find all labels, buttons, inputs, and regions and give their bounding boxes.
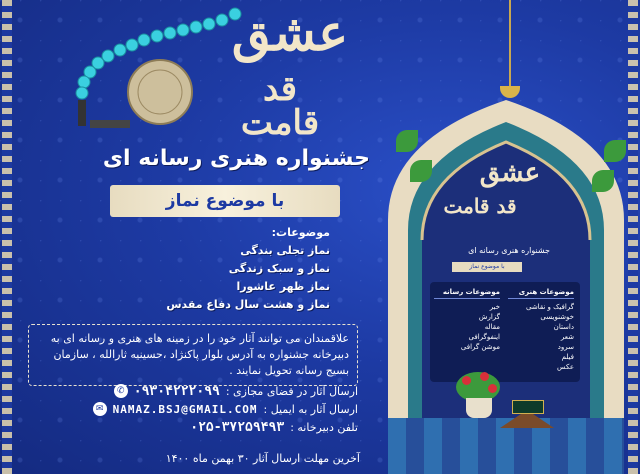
vine-leaf xyxy=(410,160,432,182)
media-topic: مقاله xyxy=(484,323,500,331)
mini-title-ishq: عشق xyxy=(479,158,541,188)
vine-leaf xyxy=(604,140,626,162)
art-topic: گرافیک و نقاشی xyxy=(525,303,574,311)
mihrab-arch xyxy=(388,80,624,474)
festival-title-ishq: عشق xyxy=(231,3,349,62)
phone-label: تلفن دبیرخانه : xyxy=(290,420,358,434)
rose-icon xyxy=(462,376,471,385)
topic-item: نماز ظهر عاشورا xyxy=(236,280,330,293)
flower-pot-icon xyxy=(466,398,492,418)
topics-list xyxy=(130,242,330,314)
lamp-chain xyxy=(509,0,511,90)
vine-leaf xyxy=(396,130,418,152)
rose-icon xyxy=(488,384,497,393)
media-topics-heading: موضوعات رسانه xyxy=(434,288,500,299)
email-icon: ✉ xyxy=(93,402,107,416)
art-topics-heading: موضوعات هنری xyxy=(508,288,574,299)
right-ornament-border xyxy=(628,0,638,474)
rose-icon xyxy=(480,372,489,381)
mini-title-qad-qamat: قد قامت xyxy=(443,194,517,218)
email-label: ارسال آثار به ایمیل : xyxy=(263,402,358,416)
media-topic: موشن گرافی xyxy=(460,343,500,351)
mini-theme: با موضوع نماز xyxy=(452,262,522,272)
description-box: علاقمندان می توانند آثار خود را در زمینه های هنری و رسانه ای به دبیرخانه جشنواره به آدرس بلوار پاکنژاد ،حسینیه ثارالله ، سازمان بسیج رسانه تحویل نمایند . xyxy=(28,324,358,386)
phone-row xyxy=(28,418,358,436)
topics-heading: موضوعات: xyxy=(271,226,330,239)
mini-subtitle: جشنواره هنری رسانه ای xyxy=(468,246,550,255)
art-topic: شعر xyxy=(560,333,574,341)
festival-subtitle: جشنواره هنری رسانه ای xyxy=(102,146,370,171)
vine-leaf xyxy=(592,170,614,192)
topic-item: نماز تجلی بندگی xyxy=(240,244,330,257)
media-topic: گزارش xyxy=(478,313,500,321)
media-topic: خبر xyxy=(489,303,500,311)
art-topic: فیلم xyxy=(561,353,574,361)
topic-item: نماز و سبک زندگی xyxy=(228,262,330,275)
media-topic: اینفوگرافی xyxy=(468,333,500,341)
theme-label: با موضوع نماز xyxy=(165,191,285,211)
festival-title-qad-qamat: قد قامت xyxy=(240,69,320,143)
email-row xyxy=(28,400,358,418)
email-address: NAMAZ.BSJ@GMAIL.COM xyxy=(112,402,258,416)
left-ornament-border xyxy=(2,0,12,474)
topics-board xyxy=(430,282,580,382)
theme-banner xyxy=(110,185,340,217)
whatsapp-icon: ✆ xyxy=(114,384,128,398)
virtual-number: ۰۹۳۰۴۲۲۲۰۹۹ xyxy=(133,383,220,399)
art-topic: عکس xyxy=(557,363,574,371)
topic-item: نماز و هشت سال دفاع مقدس xyxy=(166,298,330,311)
art-topic: سرود xyxy=(557,343,574,351)
contact-info xyxy=(28,382,358,436)
art-topic: خوشنویسی xyxy=(540,313,574,321)
virtual-label: ارسال آثار در فضای مجازی : xyxy=(225,384,358,398)
media-topics-column xyxy=(434,288,500,352)
quran-book-icon xyxy=(512,400,544,414)
virtual-contact-row xyxy=(28,382,358,400)
deadline-text: آخرین مهلت ارسال آثار ۳۰ بهمن ماه ۱۴۰۰ xyxy=(165,452,360,465)
art-topic: داستان xyxy=(553,323,574,331)
art-topics-column xyxy=(508,288,574,372)
phone-number: ۰۲۵-۳۷۲۵۹۴۹۳ xyxy=(190,419,285,435)
